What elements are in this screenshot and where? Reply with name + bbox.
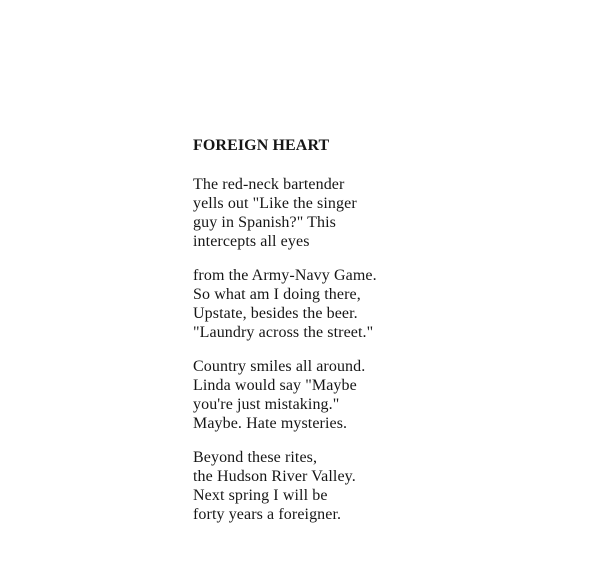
poem-stanza [193, 266, 377, 342]
poem-stanza [193, 448, 377, 524]
poem-line: Linda would say "Maybe [193, 377, 357, 394]
poem-line: So what am I doing there, [193, 286, 361, 303]
poem-line: guy in Spanish?" This [193, 214, 337, 231]
poem-line: the Hudson River Valley. [193, 468, 356, 485]
poem-line: Country smiles all around. [193, 358, 366, 375]
poem-line: from the Army-Navy Game. [193, 267, 377, 284]
poem-stanza [193, 175, 377, 251]
poem-line: forty years a foreigner. [193, 506, 342, 523]
poem-stanza [193, 357, 377, 433]
poem-line: "Laundry across the street." [193, 324, 374, 341]
poem-line: intercepts all eyes [193, 233, 310, 250]
poem-line: you're just mistaking." [193, 396, 340, 413]
poem-line: Beyond these rites, [193, 449, 318, 466]
poem-line: Upstate, besides the beer. [193, 305, 358, 322]
poem-line: Maybe. Hate mysteries. [193, 415, 348, 432]
poem-body [193, 136, 377, 524]
poem-title: FOREIGN HEART [193, 137, 330, 154]
poem-line: yells out "Like the singer [193, 195, 357, 212]
poem-line: The red-neck bartender [193, 176, 345, 193]
poem-line: Next spring I will be [193, 487, 328, 504]
